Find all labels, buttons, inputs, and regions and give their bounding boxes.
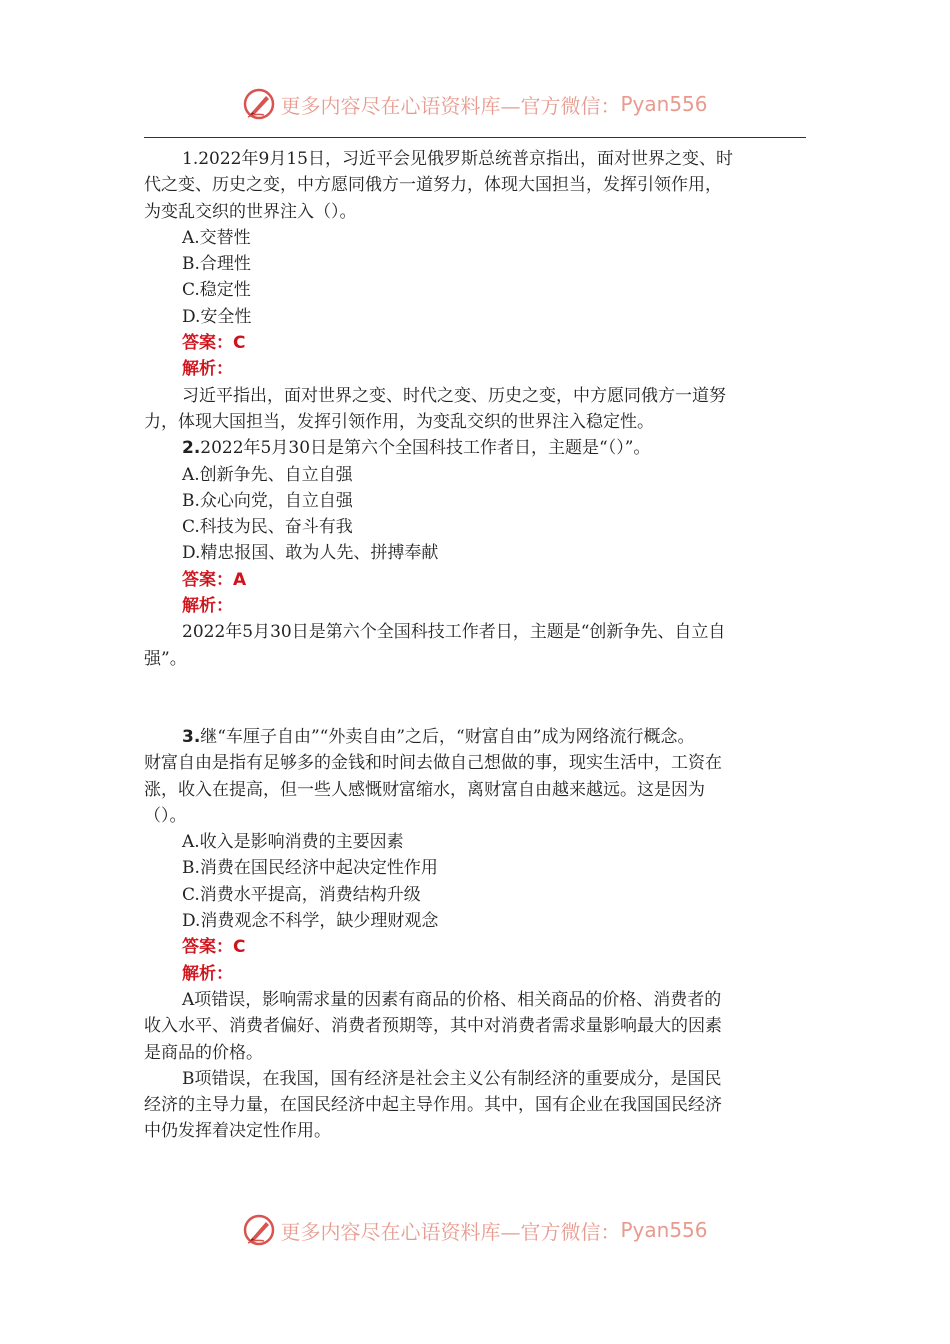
analysis-line: 经济的主导力量，在国民经济中起主导作用。其中，国有企业在我国国民经济 bbox=[144, 1095, 722, 1116]
analysis-line: B项错误，在我国，国有经济是社会主义公有制经济的重要成分，是国民 bbox=[182, 1068, 722, 1089]
option-d: D.精忠报国、敢为人先、拼搏奉献 bbox=[182, 543, 439, 564]
option-a: A.创新争先、自立自强 bbox=[182, 464, 353, 485]
analysis-label: 解析： bbox=[182, 596, 233, 617]
question-1 bbox=[144, 146, 808, 435]
option-c: C.消费水平提高，消费结构升级 bbox=[182, 884, 421, 905]
footer-banner bbox=[0, 1210, 950, 1250]
option-d: D.安全性 bbox=[182, 306, 252, 327]
answer-label: 答案：C bbox=[182, 333, 246, 354]
answer-label: 答案：C bbox=[182, 937, 246, 958]
option-b: B.众心向党，自立自强 bbox=[182, 490, 353, 511]
analysis-label: 解析： bbox=[182, 359, 233, 380]
analysis-line: 力，体现大国担当，发挥引领作用，为变乱交织的世界注入稳定性。 bbox=[144, 411, 654, 432]
question-stem-line: 财富自由是指有足够多的金钱和时间去做自己想做的事，现实生活中，工资在 bbox=[144, 753, 722, 774]
option-a: A.收入是影响消费的主要因素 bbox=[182, 832, 404, 853]
analysis-line: A项错误，影响需求量的因素有商品的价格、相关商品的价格、消费者的 bbox=[182, 989, 722, 1010]
header-banner-text: 更多内容尽在心语资料库—官方微信： bbox=[280, 93, 621, 118]
analysis-line: 2022年5月30日是第六个全国科技工作者日，主题是“创新争先、自立自 bbox=[182, 622, 726, 643]
header-banner-id: Pyan556 bbox=[620, 92, 708, 116]
answer-label: 答案：A bbox=[182, 569, 247, 590]
header-divider bbox=[144, 137, 806, 138]
document-body bbox=[144, 146, 808, 1145]
question-stem-line: 代之变、历史之变，中方愿同俄方一道努力，体现大国担当，发挥引领作用， bbox=[144, 175, 722, 196]
pen-logo-icon bbox=[242, 1213, 276, 1247]
option-b: B.合理性 bbox=[182, 254, 251, 275]
blank-gap bbox=[144, 672, 808, 724]
pen-logo-icon bbox=[242, 87, 276, 121]
footer-banner-text: 更多内容尽在心语资料库—官方微信： bbox=[280, 1219, 621, 1244]
analysis-line: 是商品的价格。 bbox=[144, 1042, 263, 1063]
option-c: C.稳定性 bbox=[182, 280, 251, 301]
analysis-line: 中仍发挥着决定性作用。 bbox=[144, 1121, 331, 1142]
question-stem-line: （）。 bbox=[144, 805, 187, 826]
option-b: B.消费在国民经济中起决定性作用 bbox=[182, 858, 438, 879]
analysis-label: 解析： bbox=[182, 963, 233, 984]
analysis-line: 习近平指出，面对世界之变、时代之变、历史之变，中方愿同俄方一道努 bbox=[182, 385, 726, 406]
analysis-line: 强”。 bbox=[144, 648, 187, 669]
question-stem-line: 3.继“车厘子自由”“外卖自由”之后，“财富自由”成为网络流行概念。 bbox=[182, 726, 695, 747]
header-banner bbox=[0, 84, 950, 124]
analysis-line: 收入水平、消费者偏好、消费者预期等，其中对消费者需求量影响最大的因素 bbox=[144, 1016, 722, 1037]
question-3 bbox=[144, 724, 808, 1145]
question-stem-line: 2.2022年5月30日是第六个全国科技工作者日，主题是“（）”。 bbox=[182, 438, 651, 459]
question-2 bbox=[144, 435, 808, 672]
question-stem-line: 1.2022年9月15日，习近平会见俄罗斯总统普京指出，面对世界之变、时 bbox=[182, 149, 733, 169]
question-number: 1. bbox=[182, 149, 199, 169]
question-number: 2. bbox=[182, 438, 201, 459]
question-stem-line: 涨，收入在提高，但一些人感慨财富缩水，离财富自由越来越远。这是因为 bbox=[144, 779, 705, 800]
question-stem-line: 为变乱交织的世界注入（）。 bbox=[144, 201, 357, 222]
option-d: D.消费观念不科学，缺少理财观念 bbox=[182, 911, 439, 932]
option-c: C.科技为民、奋斗有我 bbox=[182, 517, 353, 538]
footer-banner-id: Pyan556 bbox=[620, 1218, 708, 1242]
option-a: A.交替性 bbox=[182, 227, 251, 248]
question-number: 3. bbox=[182, 726, 201, 747]
